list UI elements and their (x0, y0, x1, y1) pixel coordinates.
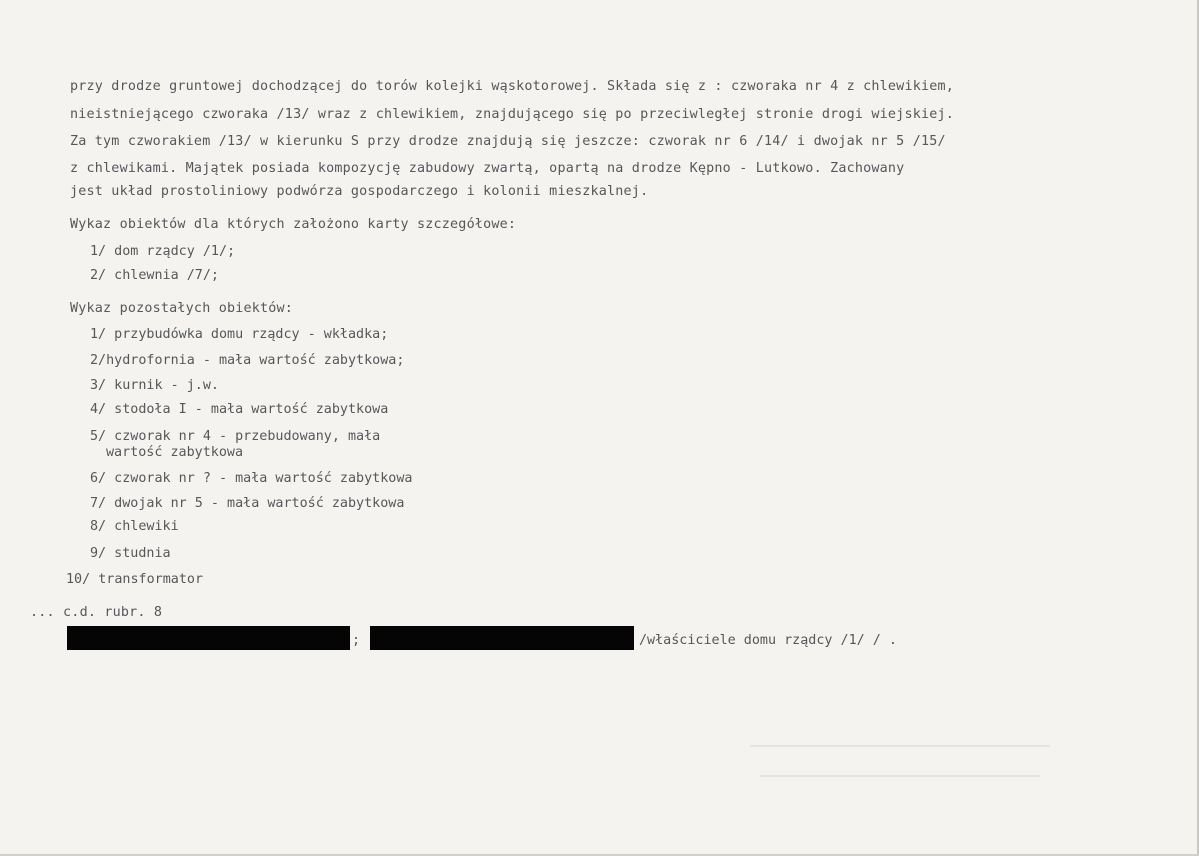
paragraph-line: z chlewikami. Majątek posiada kompozycję zabudowy zwartą, opartą na drodze Kępno - Lutkowo. Zachowany (70, 161, 905, 176)
paper-mark (760, 775, 1040, 777)
list-item: 1/ przybudówka domu rządcy - wkładka; (90, 327, 389, 342)
paper-mark (750, 745, 1050, 747)
list-item: 4/ stodoła I - mała wartość zabytkowa (90, 402, 389, 417)
list-item-continuation: wartość zabytkowa (106, 445, 244, 460)
list-item: 9/ studnia (90, 546, 171, 561)
redaction-bar (67, 626, 350, 650)
owners-note: /właściciele domu rządcy /1/ / . (639, 633, 897, 648)
list-item: 10/ transformator (66, 572, 204, 587)
other-list-heading: Wykaz pozostałych obiektów: (70, 301, 294, 316)
list-item: 1/ dom rządcy /1/; (90, 244, 236, 259)
list-item: 2/ chlewnia /7/; (90, 268, 219, 283)
list-item: 5/ czworak nr 4 - przebudowany, mała (90, 429, 381, 444)
paragraph-line: Za tym czworakiem /13/ w kierunku S przy drodze znajdują się jeszcze: czworak nr 6 /14/ i dwojak nr 5 /15/ (70, 134, 946, 149)
paragraph-line: nieistniejącego czworaka /13/ wraz z chlewikiem, znajdującego się po przeciwległej stronie drogi wiejskiej. (70, 107, 955, 122)
list-item: 8/ chlewiki (90, 519, 179, 534)
continuation-label: ... c.d. rubr. 8 (30, 605, 163, 620)
list-item: 3/ kurnik - j.w. (90, 378, 219, 393)
detailed-list-heading: Wykaz obiektów dla których założono karty szczegółowe: (70, 217, 517, 232)
list-item: 2/hydrofornia - mała wartość zabytkowa; (90, 353, 405, 368)
paragraph-line: przy drodze gruntowej dochodzącej do torów kolejki wąskotorowej. Składa się z : czworaka nr 4 z chlewikiem, (70, 79, 955, 94)
list-item: 7/ dwojak nr 5 - mała wartość zabytkowa (90, 496, 405, 511)
paragraph-line: jest układ prostoliniowy podwórza gospodarczego i kolonii mieszkalnej. (70, 184, 649, 199)
list-item: 6/ czworak nr ? - mała wartość zabytkowa (90, 471, 413, 486)
redaction-bar (370, 626, 634, 650)
separator: ; (352, 633, 361, 648)
